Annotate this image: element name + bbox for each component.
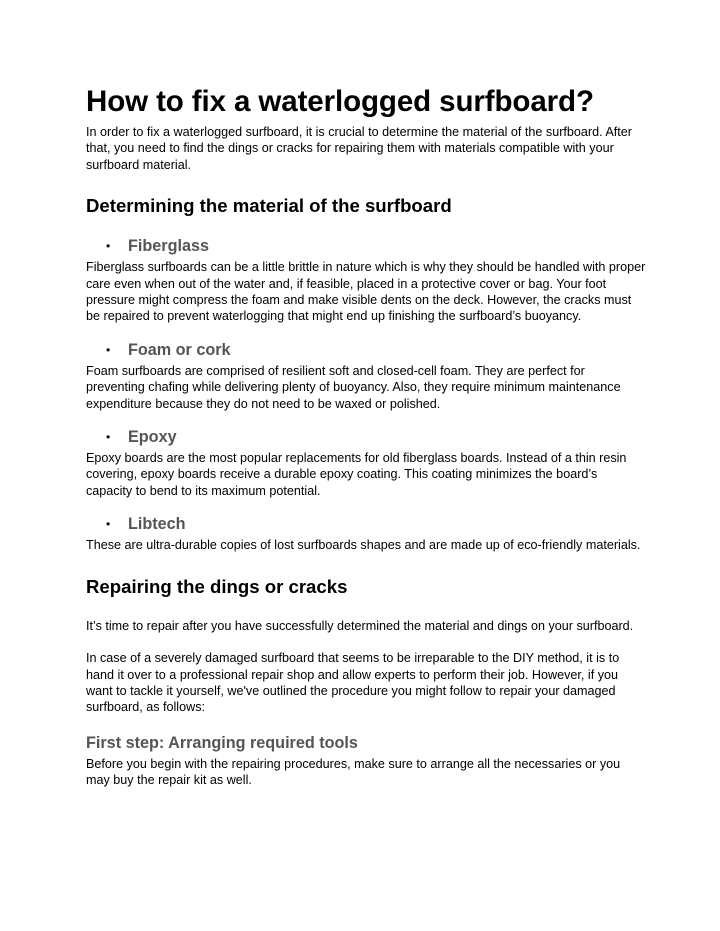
bullet-icon: • [106,239,111,254]
article-body [86,84,646,789]
repair-paragraph-1: It’s time to repair after you have successfully determined the material and dings on your surfboard. [86,618,634,633]
bullet-heading-foam: Foam or cork [128,340,231,359]
bullet-item-epoxy [86,427,646,447]
intro-paragraph: In order to fix a waterlogged surfboard, it is crucial to determine the material of the surfboard. After that, you need to find the dings or cracks for repairing them with materials compatible with your surfboard material. [86,125,633,172]
step-paragraph-first: Before you begin with the repairing procedures, make sure to arrange all the necessaries or you may buy the repair kit as well. [86,756,621,788]
paragraph-libtech: These are ultra-durable copies of lost surfboards shapes and are made up of eco-friendly materials. [86,538,641,553]
bullet-heading-libtech: Libtech [128,515,186,534]
bullet-item-fiberglass [86,236,646,256]
section-heading-repair: Repairing the dings or cracks [86,575,348,597]
step-heading-first: First step: Arranging required tools [86,733,358,752]
bullet-icon: • [106,430,111,445]
paragraph-fiberglass: Fiberglass surfboards can be a little brittle in nature which is why they should be handled with proper care even when out of the water and, if feasible, placed in a protective cover or bag. Your foot pressure might compress the foam and make visible dents on the deck. However, the cracks must be repaired to prevent waterlogging that might end up finishing the surfboard’s buoyancy. [86,260,646,324]
paragraph-epoxy: Epoxy boards are the most popular replacements for old fiberglass boards. Instead of a thin resin covering, epoxy boards receive a durable epoxy coating. This coating minimizes the board’s capacity to bend to its maximum potential. [86,451,627,498]
bullet-icon: • [106,517,111,532]
repair-paragraph-2: In case of a severely damaged surfboard that seems to be irreparable to the DIY method, it is to hand it over to a professional repair shop and allow experts to perform their job. However, if you want to tackle it yourself, we've outlined the procedure you might follow to repair your damaged surfboard, as follows: [86,651,620,715]
paragraph-foam: Foam surfboards are comprised of resilient soft and closed-cell foam. They are perfect for preventing chafing while delivering plenty of buoyancy. Also, they require minimum maintenance expenditure because they do not need to be waxed or polished. [86,363,621,411]
bullet-heading-epoxy: Epoxy [128,428,177,447]
bullet-item-libtech [86,514,646,534]
bullet-icon: • [106,342,111,357]
bullet-item-foam [86,340,646,360]
article-title: How to fix a waterlogged surfboard? [86,85,594,118]
section-heading-material: Determining the material of the surfboard [86,195,452,217]
bullet-heading-fiberglass: Fiberglass [128,237,209,256]
